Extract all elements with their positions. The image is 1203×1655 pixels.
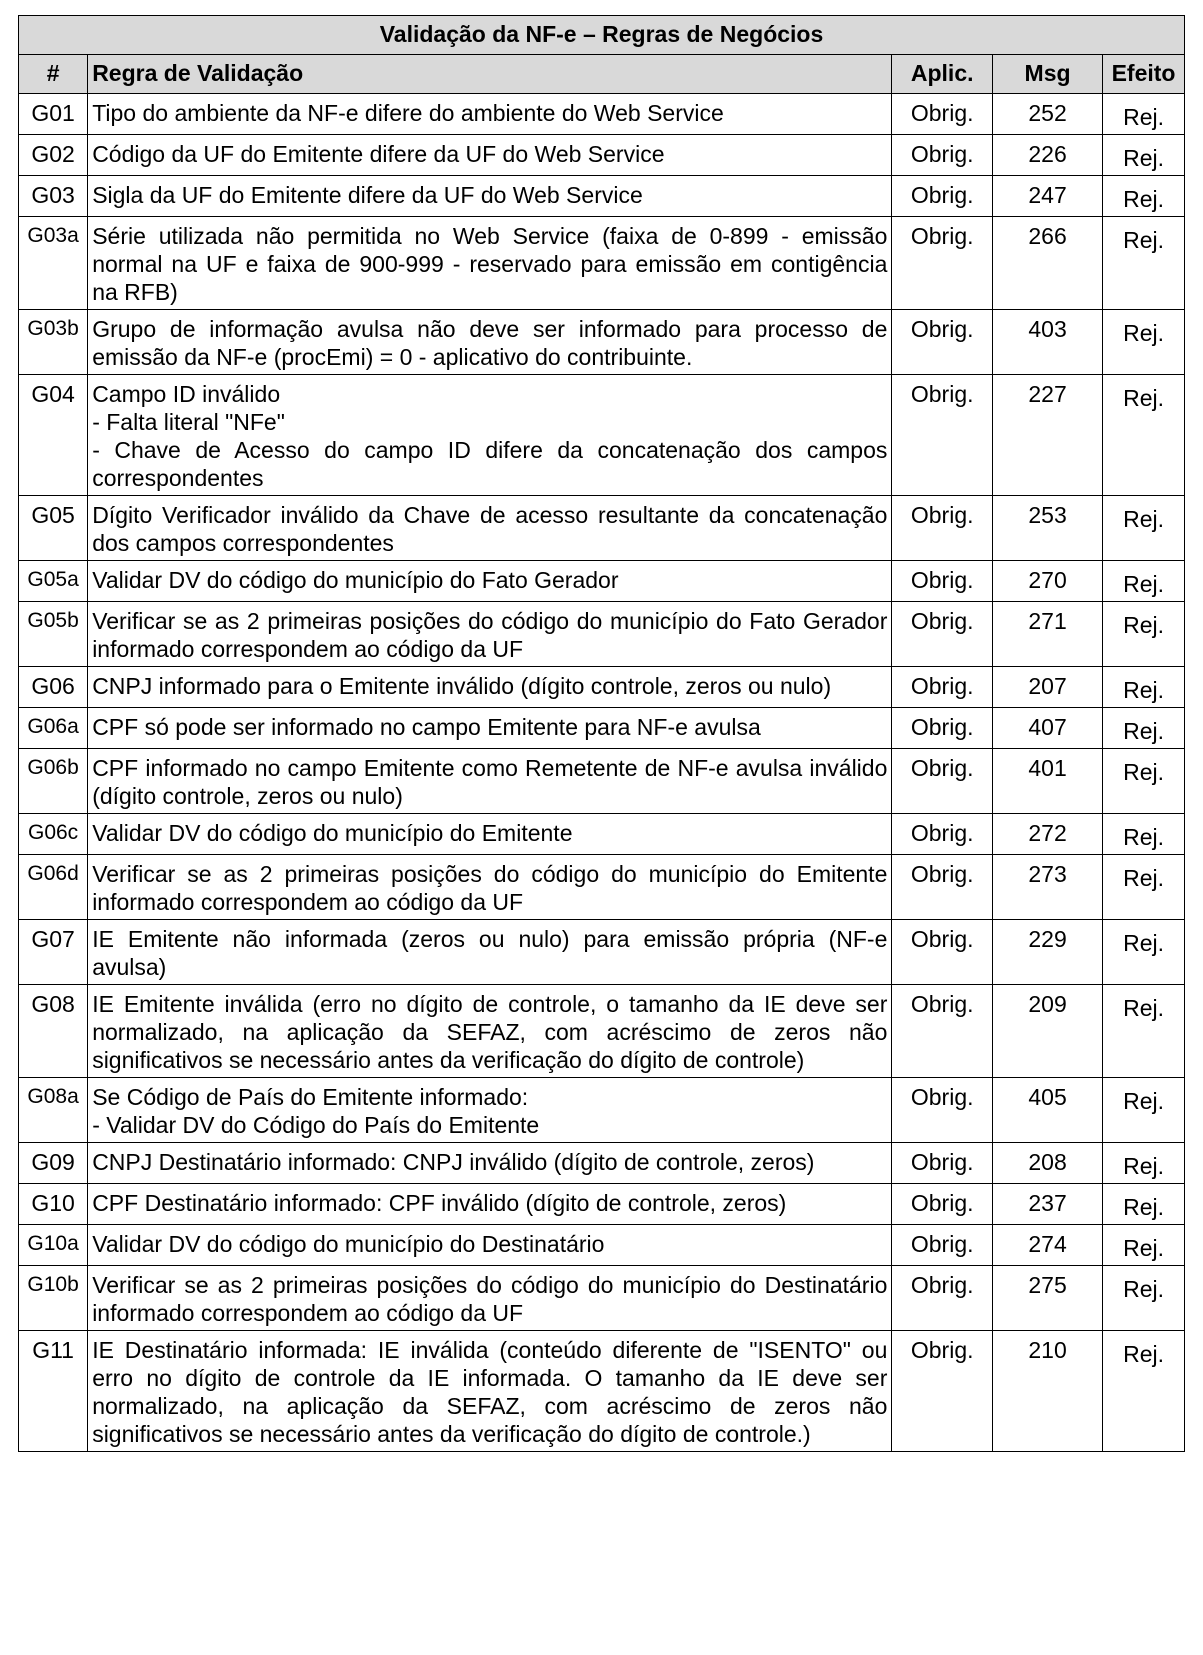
- business-rules-table: [18, 15, 1185, 1452]
- rule-aplic: Obrig.: [892, 135, 993, 176]
- rule-text: CNPJ Destinatário informado: CNPJ inválido (dígito de controle, zeros): [88, 1143, 892, 1184]
- rule-aplic: Obrig.: [892, 310, 993, 375]
- rule-msg: 272: [993, 814, 1103, 855]
- rule-effect: Rej.: [1103, 94, 1185, 135]
- rule-id: G05: [19, 496, 88, 561]
- rule-aplic: Obrig.: [892, 561, 993, 602]
- table-row: [19, 708, 1185, 749]
- rule-id: G10: [19, 1184, 88, 1225]
- rule-id: G06d: [19, 855, 88, 920]
- rule-msg: 237: [993, 1184, 1103, 1225]
- rule-msg: 271: [993, 602, 1103, 667]
- rule-id: G01: [19, 94, 88, 135]
- table-row: [19, 1266, 1185, 1331]
- rule-text: Sigla da UF do Emitente difere da UF do Web Service: [88, 176, 892, 217]
- table-row: [19, 814, 1185, 855]
- rule-effect: Rej.: [1103, 1225, 1185, 1266]
- table-row: [19, 1184, 1185, 1225]
- rule-msg: 270: [993, 561, 1103, 602]
- rule-text: CPF Destinatário informado: CPF inválido (dígito de controle, zeros): [88, 1184, 892, 1225]
- rule-id: G02: [19, 135, 88, 176]
- rule-id: G06: [19, 667, 88, 708]
- rule-aplic: Obrig.: [892, 1266, 993, 1331]
- rule-effect: Rej.: [1103, 708, 1185, 749]
- table-row: [19, 1078, 1185, 1143]
- table-row: [19, 561, 1185, 602]
- rule-id: G08a: [19, 1078, 88, 1143]
- rule-aplic: Obrig.: [892, 375, 993, 496]
- rule-msg: 227: [993, 375, 1103, 496]
- rule-id: G03: [19, 176, 88, 217]
- rule-msg: 247: [993, 176, 1103, 217]
- rule-msg: 208: [993, 1143, 1103, 1184]
- rule-text: Série utilizada não permitida no Web Service (faixa de 0-899 - emissão normal na UF e faixa de 900-999 - reservado para emissão em contigência na RFB): [88, 217, 892, 310]
- table-row: [19, 176, 1185, 217]
- rule-effect: Rej.: [1103, 855, 1185, 920]
- rule-aplic: Obrig.: [892, 94, 993, 135]
- rule-msg: 226: [993, 135, 1103, 176]
- table-body: [19, 94, 1185, 1452]
- rule-id: G06c: [19, 814, 88, 855]
- rule-aplic: Obrig.: [892, 176, 993, 217]
- rule-text: Verificar se as 2 primeiras posições do código do município do Destinatário informado correspondem ao código da UF: [88, 1266, 892, 1331]
- rule-id: G10a: [19, 1225, 88, 1266]
- rule-effect: Rej.: [1103, 814, 1185, 855]
- rule-msg: 403: [993, 310, 1103, 375]
- rule-aplic: Obrig.: [892, 708, 993, 749]
- rule-msg: 253: [993, 496, 1103, 561]
- rule-msg: 210: [993, 1331, 1103, 1452]
- rule-effect: Rej.: [1103, 496, 1185, 561]
- rule-text: Validar DV do código do município do Destinatário: [88, 1225, 892, 1266]
- rule-id: G06a: [19, 708, 88, 749]
- table-row: [19, 496, 1185, 561]
- rule-aplic: Obrig.: [892, 602, 993, 667]
- rule-effect: Rej.: [1103, 1184, 1185, 1225]
- rule-msg: 229: [993, 920, 1103, 985]
- rule-text: Tipo do ambiente da NF-e difere do ambiente do Web Service: [88, 94, 892, 135]
- rule-aplic: Obrig.: [892, 217, 993, 310]
- header-msg: Msg: [993, 55, 1103, 94]
- rule-effect: Rej.: [1103, 217, 1185, 310]
- table-row: [19, 94, 1185, 135]
- table-title: Validação da NF-e – Regras de Negócios: [19, 16, 1185, 55]
- rule-effect: Rej.: [1103, 602, 1185, 667]
- table-header-row: [19, 55, 1185, 94]
- rule-id: G06b: [19, 749, 88, 814]
- rule-msg: 407: [993, 708, 1103, 749]
- rule-text: Campo ID inválido - Falta literal "NFe" - Chave de Acesso do campo ID difere da concatenação dos campos correspondentes: [88, 375, 892, 496]
- rule-effect: Rej.: [1103, 135, 1185, 176]
- rule-aplic: Obrig.: [892, 855, 993, 920]
- table-row: [19, 217, 1185, 310]
- rule-aplic: Obrig.: [892, 496, 993, 561]
- rule-text: Grupo de informação avulsa não deve ser informado para processo de emissão da NF-e (procEmi) = 0 - aplicativo do contribuinte.: [88, 310, 892, 375]
- header-id: #: [19, 55, 88, 94]
- table-row: [19, 749, 1185, 814]
- rule-aplic: Obrig.: [892, 749, 993, 814]
- rule-id: G11: [19, 1331, 88, 1452]
- rule-text: Dígito Verificador inválido da Chave de acesso resultante da concatenação dos campos correspondentes: [88, 496, 892, 561]
- rule-id: G07: [19, 920, 88, 985]
- rule-aplic: Obrig.: [892, 920, 993, 985]
- rule-text: Validar DV do código do município do Emitente: [88, 814, 892, 855]
- table-row: [19, 1143, 1185, 1184]
- rule-aplic: Obrig.: [892, 667, 993, 708]
- table-title-row: [19, 16, 1185, 55]
- rule-text: Código da UF do Emitente difere da UF do Web Service: [88, 135, 892, 176]
- rule-effect: Rej.: [1103, 1331, 1185, 1452]
- rule-text: IE Emitente inválida (erro no dígito de controle, o tamanho da IE deve ser normalizado, na aplicação da SEFAZ, com acréscimo de zeros não significativos se necessário antes da verificação do dígito de controle): [88, 985, 892, 1078]
- rule-aplic: Obrig.: [892, 1331, 993, 1452]
- rule-text: CPF informado no campo Emitente como Remetente de NF-e avulsa inválido (dígito controle, zeros ou nulo): [88, 749, 892, 814]
- rule-effect: Rej.: [1103, 310, 1185, 375]
- rule-msg: 275: [993, 1266, 1103, 1331]
- rule-msg: 274: [993, 1225, 1103, 1266]
- rule-id: G03a: [19, 217, 88, 310]
- rule-text: Verificar se as 2 primeiras posições do código do município do Fato Gerador informado correspondem ao código da UF: [88, 602, 892, 667]
- rule-aplic: Obrig.: [892, 1225, 993, 1266]
- rule-effect: Rej.: [1103, 1266, 1185, 1331]
- rule-effect: Rej.: [1103, 985, 1185, 1078]
- rule-msg: 266: [993, 217, 1103, 310]
- rule-text: Verificar se as 2 primeiras posições do código do município do Emitente informado correspondem ao código da UF: [88, 855, 892, 920]
- rule-effect: Rej.: [1103, 667, 1185, 708]
- table-row: [19, 667, 1185, 708]
- rule-id: G03b: [19, 310, 88, 375]
- rule-text: IE Destinatário informada: IE inválida (conteúdo diferente de "ISENTO" ou erro no dígito de controle da IE informada. O tamanho da IE deve ser normalizado, na aplicação da SEFAZ, com acréscimo de zeros não significativos se necessário antes da verificação do dígito de controle.): [88, 1331, 892, 1452]
- rule-id: G10b: [19, 1266, 88, 1331]
- rule-aplic: Obrig.: [892, 1184, 993, 1225]
- header-aplic: Aplic.: [892, 55, 993, 94]
- rule-msg: 207: [993, 667, 1103, 708]
- table-row: [19, 920, 1185, 985]
- table-row: [19, 985, 1185, 1078]
- rule-msg: 209: [993, 985, 1103, 1078]
- rule-msg: 252: [993, 94, 1103, 135]
- rule-effect: Rej.: [1103, 920, 1185, 985]
- table-row: [19, 602, 1185, 667]
- rule-effect: Rej.: [1103, 375, 1185, 496]
- rule-id: G05b: [19, 602, 88, 667]
- rule-aplic: Obrig.: [892, 1143, 993, 1184]
- rule-id: G05a: [19, 561, 88, 602]
- rule-effect: Rej.: [1103, 1143, 1185, 1184]
- rule-effect: Rej.: [1103, 561, 1185, 602]
- rule-text: Se Código de País do Emitente informado: - Validar DV do Código do País do Emitente: [88, 1078, 892, 1143]
- table-row: [19, 855, 1185, 920]
- table-row: [19, 1331, 1185, 1452]
- rule-effect: Rej.: [1103, 1078, 1185, 1143]
- rule-id: G04: [19, 375, 88, 496]
- table-row: [19, 375, 1185, 496]
- rule-aplic: Obrig.: [892, 1078, 993, 1143]
- table-row: [19, 1225, 1185, 1266]
- rule-aplic: Obrig.: [892, 985, 993, 1078]
- rule-id: G09: [19, 1143, 88, 1184]
- rule-text: CNPJ informado para o Emitente inválido (dígito controle, zeros ou nulo): [88, 667, 892, 708]
- rule-effect: Rej.: [1103, 749, 1185, 814]
- table-row: [19, 310, 1185, 375]
- rule-text: CPF só pode ser informado no campo Emitente para NF-e avulsa: [88, 708, 892, 749]
- rule-msg: 405: [993, 1078, 1103, 1143]
- rule-id: G08: [19, 985, 88, 1078]
- table-row: [19, 135, 1185, 176]
- rule-text: Validar DV do código do município do Fato Gerador: [88, 561, 892, 602]
- header-rule: Regra de Validação: [88, 55, 892, 94]
- header-effect: Efeito: [1103, 55, 1185, 94]
- rule-msg: 273: [993, 855, 1103, 920]
- rule-msg: 401: [993, 749, 1103, 814]
- rule-aplic: Obrig.: [892, 814, 993, 855]
- rule-effect: Rej.: [1103, 176, 1185, 217]
- rule-text: IE Emitente não informada (zeros ou nulo) para emissão própria (NF-e avulsa): [88, 920, 892, 985]
